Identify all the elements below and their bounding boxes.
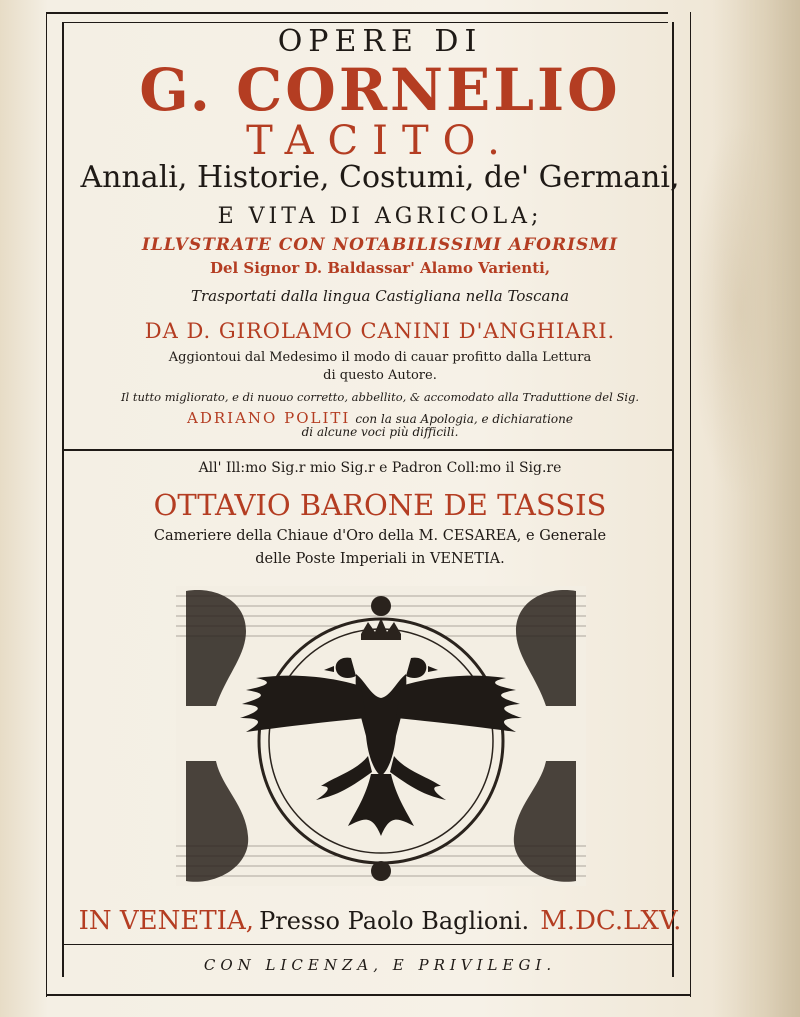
title-line-voci: di alcune voci più difficili. bbox=[301, 425, 459, 439]
title-line-illustrate: ILLVSTRATE CON NOTABILISSIMI AFORISMI bbox=[141, 235, 619, 255]
title-line-alamo: Del Signor D. Baldassar' Alamo Varienti, bbox=[209, 259, 551, 277]
frame-left-rule bbox=[62, 22, 64, 977]
frame-top-rule bbox=[46, 12, 668, 14]
dedication-line-3: Cameriere della Chiaue d'Oro della M. CESAREA, e Generale bbox=[153, 528, 607, 544]
imprint-place: IN VENETIA, bbox=[78, 906, 254, 936]
frame-middle-rule bbox=[62, 449, 674, 451]
title-line-works: Annali, Historie, Costumi, de' Germani, bbox=[80, 160, 680, 195]
frame-left-rule-outer bbox=[46, 12, 47, 997]
imprint-printer: Presso Paolo Baglioni. bbox=[259, 907, 530, 935]
frame-right-rule-outer bbox=[690, 12, 691, 997]
frame-bottom-rule-inner bbox=[62, 944, 674, 945]
title-line-translator: DA D. GIROLAMO CANINI D'ANGHIARI. bbox=[144, 319, 616, 343]
frame-top-rule-inner bbox=[62, 22, 668, 23]
mask-bottom bbox=[371, 861, 391, 881]
printer-device-woodcut bbox=[176, 586, 586, 886]
imprint-date: M.DC.LXV. bbox=[540, 906, 682, 936]
title-line-agricola: E VITA DI AGRICOLA; bbox=[217, 204, 543, 229]
politi-name: ADRIANO POLITI bbox=[187, 409, 351, 427]
dedication-line-1: All' Ill:mo Sig.r mio Sig.r e Padron Coll:mo il Sig.re bbox=[198, 460, 562, 476]
mask-top bbox=[371, 596, 391, 616]
title-line-trasportati: Trasportati dalla lingua Castigliana nella Toscana bbox=[190, 287, 570, 305]
title-line-autore: di questo Autore. bbox=[323, 368, 437, 383]
dedication-name: OTTAVIO BARONE DE TASSIS bbox=[153, 488, 607, 522]
title-line-opere-di: OPERE DI bbox=[277, 24, 483, 59]
page-edge bbox=[712, 0, 800, 1017]
frame-bottom-rule bbox=[46, 994, 691, 996]
license-line: CON LICENZA, E PRIVILEGI. bbox=[203, 956, 557, 974]
politi-apologia: con la sua Apologia, e dichiaratione bbox=[355, 412, 573, 426]
title-line-tacito: TACITO. bbox=[246, 118, 514, 164]
dedication-line-4: delle Poste Imperiali in VENETIA. bbox=[255, 551, 505, 567]
imprint-line bbox=[70, 906, 690, 936]
title-line-migliorato: Il tutto migliorato, e di nuouo corretto, abbellito, & accomodato alla Traduttione del Sig. bbox=[120, 390, 640, 404]
title-line-aggiontoui: Aggiontoui dal Medesimo il modo di cauar profitto dalla Lettura bbox=[168, 350, 592, 365]
title-line-author-name: G. CORNELIO bbox=[139, 56, 621, 124]
